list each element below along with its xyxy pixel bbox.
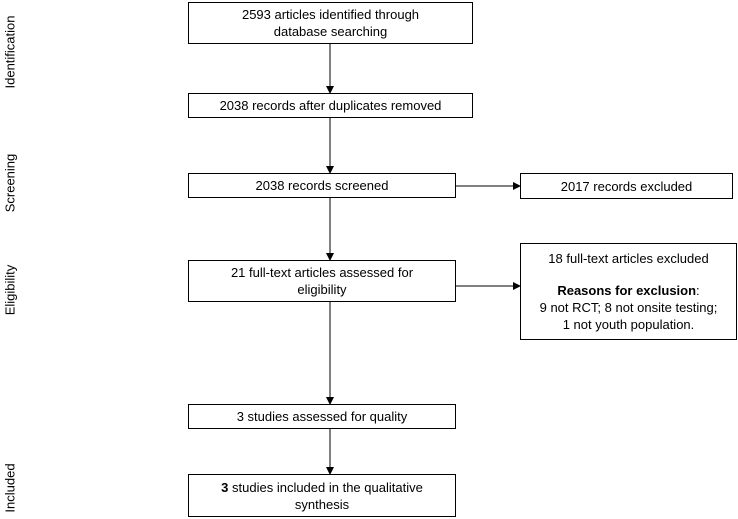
box-screened	[188, 173, 456, 198]
reasons-label-bold: Reasons for exclusion	[557, 283, 697, 298]
box-duplicates-removed	[188, 93, 473, 118]
included-text	[202, 479, 442, 513]
exclusion-reasons-line1: 9 not RCT; 8 not onsite testing;	[539, 300, 718, 315]
stage-included: Included	[2, 463, 18, 513]
box-records-excluded	[520, 173, 733, 199]
exclusion-reasons-label	[557, 282, 699, 299]
box-included	[188, 474, 456, 517]
full-text-excluded-heading: 18 full-text articles excluded	[548, 251, 709, 266]
full-text-assessed-text: 21 full-text articles assessed for eligibility	[230, 265, 414, 297]
reasons-colon: :	[696, 283, 700, 298]
included-count: 3	[221, 479, 229, 495]
box-quality	[188, 404, 456, 429]
identified-text: 2593 articles identified through database searching	[241, 7, 420, 39]
screened-text: 2038 records screened	[255, 178, 389, 193]
box-identified	[188, 2, 473, 44]
quality-text: 3 studies assessed for quality	[236, 409, 408, 424]
included-description: studies included in the qualitative synthesis	[228, 479, 423, 512]
box-full-text-excluded	[520, 243, 737, 340]
records-excluded-text: 2017 records excluded	[560, 178, 693, 194]
stage-eligibility: Eligibility	[2, 264, 18, 316]
exclusion-reasons-line2: 1 not youth population.	[562, 317, 695, 332]
stage-identification: Identification	[2, 15, 18, 89]
stage-screening: Screening	[2, 153, 18, 213]
duplicates-removed-text: 2038 records after duplicates removed	[219, 98, 442, 113]
box-full-text-assessed	[188, 260, 456, 302]
